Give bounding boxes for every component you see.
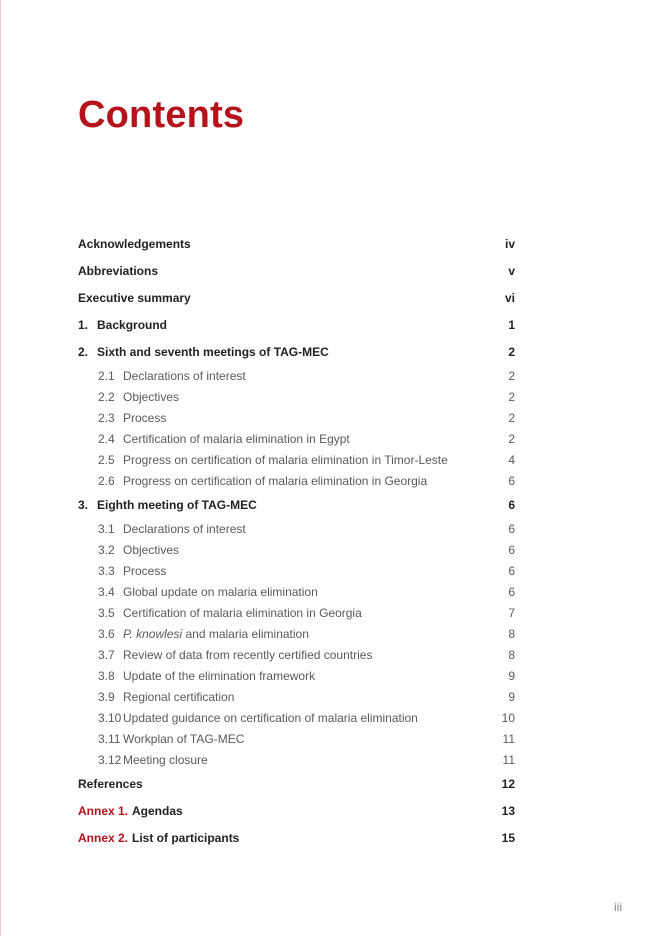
toc-entry-section-3[interactable] [78, 492, 515, 519]
toc-subentry-3-6[interactable] [78, 624, 515, 645]
toc-subentry-3-7[interactable] [78, 645, 515, 666]
toc-entry-label: Sixth and seventh meetings of TAG-MEC [97, 345, 329, 359]
toc-entry-label: Regional certification [123, 690, 235, 704]
toc-entry-page: 2 [508, 432, 515, 446]
toc-entry-label: Review of data from recently certified countries [123, 648, 373, 662]
toc-entry-number: 3.3 [98, 564, 115, 578]
toc-entry-page: 9 [508, 690, 515, 704]
toc-entry-number: 3.11 [98, 732, 121, 746]
toc-entry-label: and malaria elimination [182, 627, 309, 641]
toc-entry-abbreviations[interactable] [78, 258, 515, 285]
toc-entry-page: 7 [508, 606, 515, 620]
toc-entry-page: vi [504, 291, 515, 305]
toc-entry-page: 6 [508, 474, 515, 488]
toc-entry-label: Workplan of TAG-MEC [123, 732, 245, 746]
toc-entry-page: 8 [508, 627, 515, 641]
toc-entry-species-italic: P. knowlesi [123, 627, 183, 641]
toc-entry-page: 6 [508, 522, 515, 536]
toc-entry-page: v [508, 264, 515, 278]
toc-entry-label: Process [123, 564, 167, 578]
toc-entry-label: Objectives [123, 543, 180, 557]
toc-entry-label: Objectives [123, 390, 180, 404]
toc-entry-page: 2 [508, 369, 515, 383]
toc-entry-number: 3. [78, 498, 89, 512]
toc-subentry-2-4[interactable] [78, 429, 515, 450]
toc-entry-label: Update of the elimination framework [123, 669, 316, 683]
toc-entry-label: Background [97, 318, 168, 332]
page-number: iii [614, 900, 622, 914]
toc-entry-page: 6 [508, 564, 515, 578]
toc-entry-section-2[interactable] [78, 339, 515, 366]
toc-entry-page: 13 [501, 804, 515, 818]
toc-subentry-2-5[interactable] [78, 450, 515, 471]
toc-entry-page: 10 [501, 711, 515, 725]
toc-entry-page: 11 [502, 732, 515, 746]
toc-entry-label: References [78, 777, 143, 791]
toc-subentry-2-2[interactable] [78, 387, 515, 408]
page-title: Contents [78, 94, 245, 136]
toc-entry-annex-2[interactable] [78, 825, 515, 852]
toc-subentry-2-6[interactable] [78, 471, 515, 492]
toc-subentry-3-5[interactable] [78, 603, 515, 624]
toc-subentry-2-3[interactable] [78, 408, 515, 429]
toc-annex-prefix: Annex 2. [78, 831, 129, 845]
toc-entry-label: Global update on malaria elimination [123, 585, 318, 599]
toc-entry-number: 3.10 [98, 711, 122, 725]
toc-annex-prefix: Annex 1. [78, 804, 129, 818]
toc-entry-page: 8 [508, 648, 515, 662]
toc-subentry-3-2[interactable] [78, 540, 515, 561]
toc-entry-page: 1 [508, 318, 515, 332]
toc-subentry-3-9[interactable] [78, 687, 515, 708]
toc-entry-number: 2.1 [98, 369, 115, 383]
toc-entry-page: 2 [508, 411, 515, 425]
toc-entry-number: 2.2 [98, 390, 115, 404]
toc-entry-label: Progress on certification of malaria elimination in Timor-Leste [123, 453, 448, 467]
toc-entry-label: Meeting closure [123, 753, 208, 767]
toc-entry-page: 2 [508, 390, 515, 404]
toc-entry-number: 2.5 [98, 453, 115, 467]
toc-subentry-3-4[interactable] [78, 582, 515, 603]
toc-entry-number: 3.9 [98, 690, 115, 704]
toc-entry-label: Abbreviations [78, 264, 159, 278]
toc-subentry-2-1[interactable] [78, 366, 515, 387]
toc-entry-page: 4 [508, 453, 515, 467]
toc-entry-label: Agendas [132, 804, 183, 818]
toc-subentry-3-1[interactable] [78, 519, 515, 540]
toc-entry-page: 2 [508, 345, 515, 359]
toc-entry-number: 3.12 [98, 753, 122, 767]
toc-entry-page: 12 [501, 777, 515, 791]
toc-entry-label: Certification of malaria elimination in Egypt [123, 432, 350, 446]
toc-entry-number: 3.8 [98, 669, 115, 683]
toc-entry-number: 2.3 [98, 411, 115, 425]
toc-entry-label: Declarations of interest [123, 522, 246, 536]
table-of-contents [78, 231, 515, 852]
toc-entry-number: 3.4 [98, 585, 115, 599]
toc-entry-label: List of participants [132, 831, 240, 845]
toc-entry-page: iv [504, 237, 515, 251]
page-left-rule [0, 0, 1, 936]
toc-entry-label: Executive summary [78, 291, 191, 305]
toc-entry-number: 2.6 [98, 474, 115, 488]
toc-entry-number: 3.5 [98, 606, 115, 620]
toc-entry-number: 2.4 [98, 432, 115, 446]
toc-subentry-3-8[interactable] [78, 666, 515, 687]
toc-subentry-3-3[interactable] [78, 561, 515, 582]
toc-entry-label: Updated guidance on certification of malaria elimination [123, 711, 418, 725]
toc-entry-page: 6 [508, 498, 515, 512]
toc-entry-label: Certification of malaria elimination in Georgia [123, 606, 362, 620]
toc-entry-number: 3.7 [98, 648, 115, 662]
toc-entry-number: 3.6 [98, 627, 115, 641]
toc-entry-number: 3.1 [98, 522, 115, 536]
toc-entry-page: 6 [508, 543, 515, 557]
toc-entry-annex-1[interactable] [78, 798, 515, 825]
toc-entry-number: 1. [78, 318, 89, 332]
toc-entry-page: 15 [501, 831, 515, 845]
toc-entry-label: Acknowledgements [78, 237, 191, 251]
toc-subentry-3-11[interactable] [78, 729, 515, 750]
toc-entry-page: 9 [508, 669, 515, 683]
toc-entry-label: Process [123, 411, 167, 425]
toc-entry-page: 11 [502, 753, 515, 767]
toc-entry-label: Eighth meeting of TAG-MEC [97, 498, 257, 512]
toc-entry-executive-summary[interactable] [78, 285, 515, 312]
toc-entry-number: 3.2 [98, 543, 115, 557]
toc-entry-acknowledgements[interactable] [78, 231, 515, 258]
toc-subentry-3-10[interactable] [78, 708, 515, 729]
toc-entry-references[interactable] [78, 771, 515, 798]
toc-entry-label: Declarations of interest [123, 369, 246, 383]
toc-entry-number: 2. [78, 345, 89, 359]
toc-subentry-3-12[interactable] [78, 750, 515, 771]
toc-entry-section-1[interactable] [78, 312, 515, 339]
toc-entry-page: 6 [508, 585, 515, 599]
toc-entry-label: Progress on certification of malaria elimination in Georgia [123, 474, 428, 488]
